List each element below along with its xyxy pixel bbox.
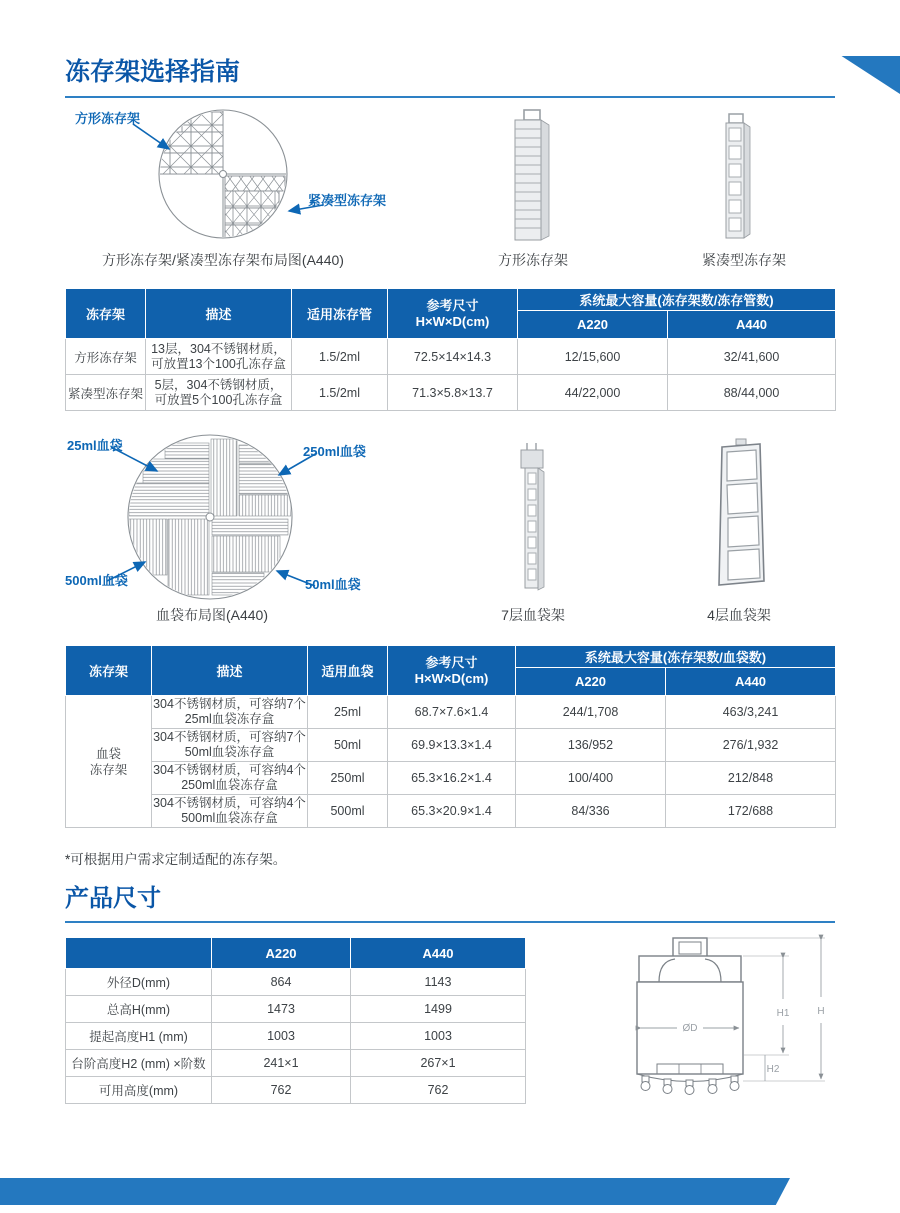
square-rack-photo	[503, 108, 561, 246]
cell-label: 台阶高度H2 (mm) ×阶数	[66, 1050, 212, 1077]
bag-spec-table	[65, 645, 836, 828]
cell-label: 总高H(mm)	[66, 996, 212, 1023]
dim-h1-label: H1	[776, 1008, 790, 1019]
desc-line1: 304不锈钢材质，可容纳7个	[153, 697, 306, 711]
cell-size: 65.3×16.2×1.4	[388, 762, 516, 795]
custom-rack-footnote: *可根据用户需求定制适配的冻存架。	[65, 852, 287, 867]
size-header-line2: H×W×D(cm)	[414, 670, 489, 686]
cell-desc	[152, 696, 308, 729]
cell-desc	[152, 762, 308, 795]
cell-a440: 1143	[351, 969, 526, 996]
cell-label: 提起高度H1 (mm)	[66, 1023, 212, 1050]
bag-500-label: 500ml血袋	[65, 573, 128, 588]
col-header-a220: A220	[518, 311, 668, 339]
compact-rack-photo-caption: 紧凑型冻存架	[702, 252, 786, 268]
square-rack-label: 方形冻存架	[75, 111, 141, 126]
rack-figure-row	[65, 104, 835, 272]
group-line1: 血袋	[95, 746, 121, 761]
table-row	[66, 795, 836, 828]
dimension-table	[65, 937, 526, 1104]
corner-ribbon-decoration	[832, 56, 900, 94]
col-header-capacity: 系统最大容量(冻存架数/冻存管数)	[518, 289, 836, 311]
cell-a220: 12/15,600	[518, 339, 668, 375]
table-row	[66, 375, 836, 411]
table-row	[66, 729, 836, 762]
section-title-dimensions: 产品尺寸	[65, 884, 835, 923]
cell-rack: 紧凑型冻存架	[66, 375, 146, 411]
desc-line1: 304不锈钢材质，可容纳7个	[153, 730, 306, 744]
bag-rack-7-photo	[512, 441, 554, 593]
cell-a440: 463/3,241	[666, 696, 836, 729]
bag-rack-7-caption: 7层血袋架	[501, 607, 565, 623]
table-row	[66, 1023, 526, 1050]
cell-a440: 1499	[351, 996, 526, 1023]
bag-250-label: 250ml血袋	[303, 444, 366, 459]
col-header-size	[388, 289, 518, 339]
dim-d-label: ØD	[682, 1023, 698, 1034]
cell-bag: 500ml	[308, 795, 388, 828]
cell-size: 71.3×5.8×13.7	[388, 375, 518, 411]
square-rack-photo-caption: 方形冻存架	[498, 252, 568, 268]
desc-line1: 304不锈钢材质，可容纳4个	[153, 796, 306, 810]
bag-25-label: 25ml血袋	[67, 438, 123, 453]
cell-label: 可用高度(mm)	[66, 1077, 212, 1104]
cell-a220: 762	[212, 1077, 351, 1104]
desc-line2: 500ml血袋冻存盒	[181, 811, 278, 825]
dim-h2-label: H2	[766, 1064, 780, 1075]
table-row	[66, 696, 836, 729]
cell-rack: 方形冻存架	[66, 339, 146, 375]
table-row	[66, 762, 836, 795]
cell-tube: 1.5/2ml	[292, 375, 388, 411]
group-line2: 冻存架	[89, 762, 128, 777]
cell-a440: 212/848	[666, 762, 836, 795]
cell-rack-group	[66, 696, 152, 828]
rack-slots	[528, 473, 536, 580]
cell-size: 72.5×14×14.3	[388, 339, 518, 375]
cell-a220: 864	[212, 969, 351, 996]
cell-bag: 25ml	[308, 696, 388, 729]
cell-a220: 100/400	[516, 762, 666, 795]
tank-outline	[637, 938, 743, 1082]
tank-dimension-drawing	[593, 933, 898, 1108]
cell-tube: 1.5/2ml	[292, 339, 388, 375]
cell-desc	[146, 339, 292, 375]
col-header-tube: 适用冻存管	[292, 289, 388, 339]
cell-a440: 32/41,600	[668, 339, 836, 375]
bag-layout-caption: 血袋布局图(A440)	[155, 607, 269, 623]
cell-a220: 136/952	[516, 729, 666, 762]
size-header-line1: 参考尺寸	[426, 297, 479, 313]
rack-layout-caption: 方形冻存架/紧凑型冻存架布局图(A440)	[102, 252, 344, 268]
size-header-line2: H×W×D(cm)	[415, 313, 490, 329]
col-header-size	[388, 646, 516, 696]
col-header-a440: A440	[666, 668, 836, 696]
desc-line2: 250ml血袋冻存盒	[181, 778, 278, 792]
cell-desc	[152, 795, 308, 828]
dim-h-label: H	[817, 1006, 825, 1017]
table-row	[66, 996, 526, 1023]
col-header-rack: 冻存架	[66, 646, 152, 696]
col-header-blank	[66, 938, 212, 969]
cell-bag: 250ml	[308, 762, 388, 795]
square-rack-arrow	[133, 124, 169, 149]
col-header-bag: 适用血袋	[308, 646, 388, 696]
cell-size: 65.3×20.9×1.4	[388, 795, 516, 828]
footer-bar-decoration	[0, 1178, 790, 1205]
desc-line2: 50ml血袋冻存盒	[184, 745, 275, 759]
desc-line2: 25ml血袋冻存盒	[184, 712, 275, 726]
catalog-page	[0, 56, 900, 1213]
cell-a440: 276/1,932	[666, 729, 836, 762]
rack-spec-table	[65, 288, 836, 411]
compact-rack-photo	[710, 112, 764, 242]
table-row	[66, 1050, 526, 1077]
cell-a220: 44/22,000	[518, 375, 668, 411]
cell-a440: 1003	[351, 1023, 526, 1050]
desc-line1: 13层，304不锈钢材质，	[151, 341, 286, 356]
cell-label: 外径D(mm)	[66, 969, 212, 996]
col-header-capacity: 系统最大容量(冻存架数/血袋数)	[516, 646, 836, 668]
table-row	[66, 969, 526, 996]
table-row	[66, 1077, 526, 1104]
cell-a220: 244/1,708	[516, 696, 666, 729]
table-row	[66, 339, 836, 375]
desc-line2: 可放置5个100孔冻存盒	[154, 392, 283, 407]
desc-line1: 5层，304不锈钢材质，	[154, 377, 283, 392]
cell-a440: 88/44,000	[668, 375, 836, 411]
cell-size: 69.9×13.3×1.4	[388, 729, 516, 762]
compact-rack-label: 紧凑型冻存架	[308, 193, 387, 208]
cell-a220: 1473	[212, 996, 351, 1023]
cell-a440: 267×1	[351, 1050, 526, 1077]
desc-line1: 304不锈钢材质，可容纳4个	[153, 763, 306, 777]
cell-a220: 84/336	[516, 795, 666, 828]
page-content	[65, 56, 835, 1117]
col-header-a220: A220	[212, 938, 351, 969]
col-header-a220: A220	[516, 668, 666, 696]
cell-a220: 1003	[212, 1023, 351, 1050]
bag-rack-4-photo	[710, 437, 770, 591]
bag-50-label: 50ml血袋	[305, 577, 361, 592]
section-title-rack-guide: 冻存架选择指南	[65, 56, 835, 98]
cell-a220: 241×1	[212, 1050, 351, 1077]
col-header-a440: A440	[668, 311, 836, 339]
bag-rack-4-caption: 4层血袋架	[707, 607, 771, 623]
bag-figure-row	[65, 429, 835, 629]
size-header-line1: 参考尺寸	[425, 654, 478, 670]
desc-line2: 可放置13个100孔冻存盒	[151, 356, 286, 371]
col-header-rack: 冻存架	[66, 289, 146, 339]
cell-bag: 50ml	[308, 729, 388, 762]
col-header-desc: 描述	[146, 289, 292, 339]
cell-a440: 762	[351, 1077, 526, 1104]
cell-desc	[152, 729, 308, 762]
cell-a440: 172/688	[666, 795, 836, 828]
dimension-row	[65, 937, 835, 1117]
col-header-a440: A440	[351, 938, 526, 969]
col-header-desc: 描述	[152, 646, 308, 696]
cell-desc	[146, 375, 292, 411]
cell-size: 68.7×7.6×1.4	[388, 696, 516, 729]
